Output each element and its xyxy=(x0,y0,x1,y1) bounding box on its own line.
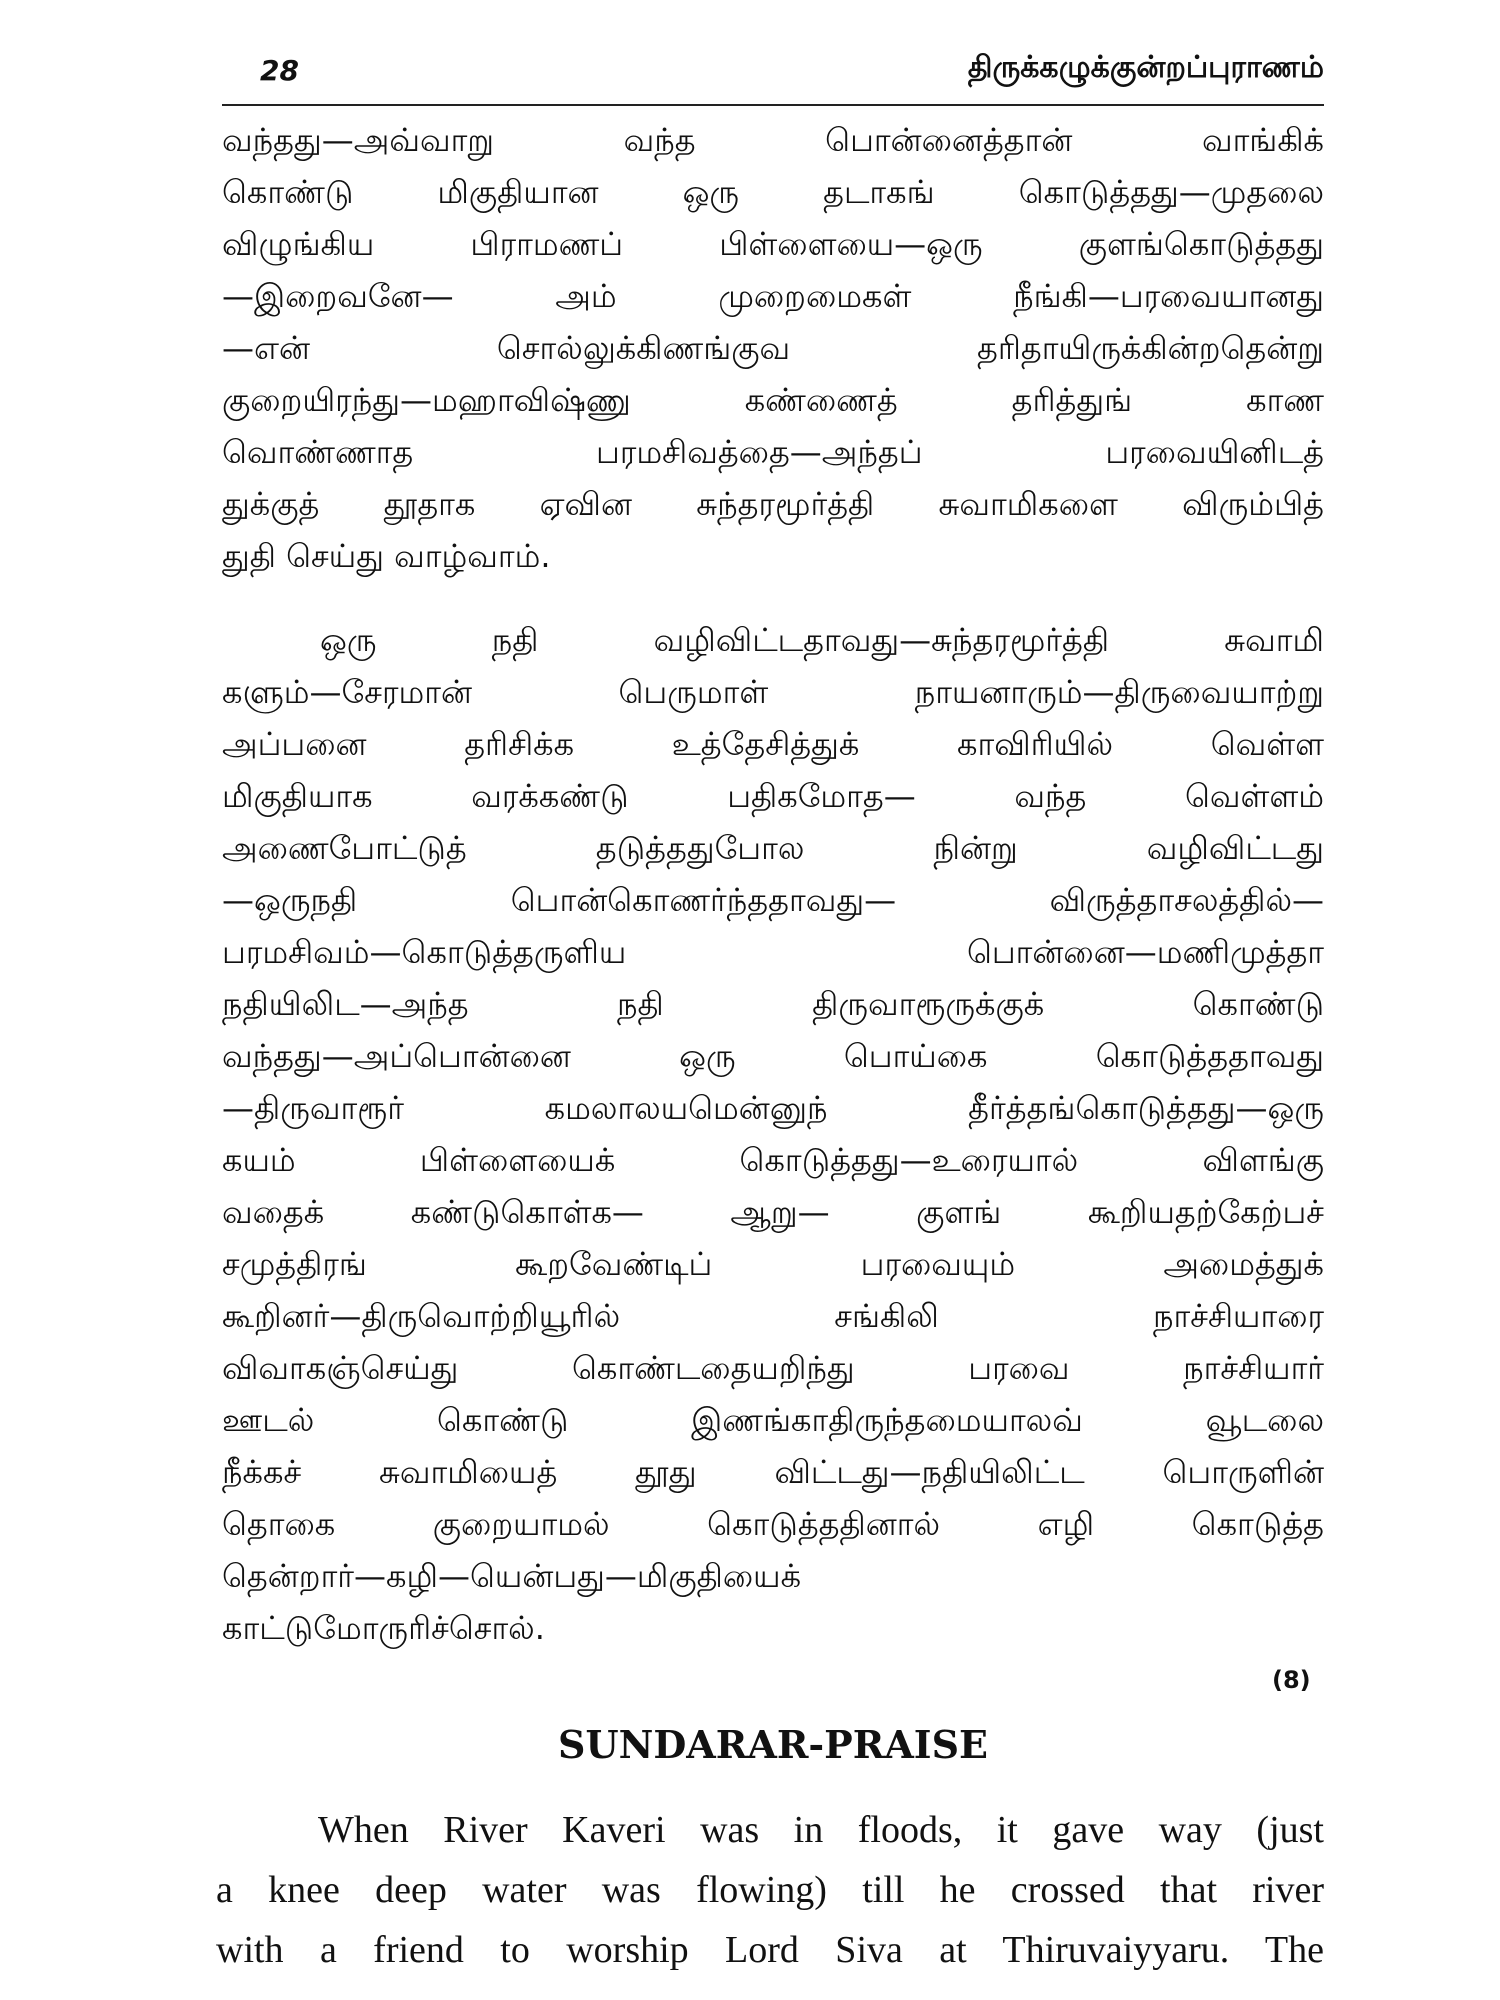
text-line: குறையிரந்து—மஹாவிஷ்ணு கண்ணைத் தரித்துங் காண xyxy=(222,381,1324,419)
text-line: துக்குத் தூதாக ஏவின சுந்தரமூர்த்தி சுவாமிகளை விரும்பித் xyxy=(222,485,1324,523)
page-number: 28 xyxy=(260,54,299,87)
text-line: வந்தது—அவ்வாறு வந்த பொன்னைத்தான் வாங்கிக் xyxy=(222,121,1324,159)
text-line: துதி செய்து வாழ்வாம். xyxy=(222,537,551,575)
text-line: மிகுதியாக வரக்கண்டு பதிகமோத— வந்த வெள்ளம் xyxy=(222,777,1324,815)
verse-number: (8) xyxy=(1272,1666,1311,1694)
text-line: நீக்கச் சுவாமியைத் தூது விட்டது—நதியிலிட்ட பொருளின் xyxy=(222,1453,1324,1491)
text-line: களும்—சேரமான் பெருமாள் நாயனாரும்—திருவையாற்று xyxy=(222,673,1324,711)
text-line: கொண்டு மிகுதியான ஒரு தடாகங் கொடுத்தது—முதலை xyxy=(222,173,1324,211)
text-line: When River Kaveri was in floods, it gave way (just xyxy=(318,1809,1324,1851)
text-line: விழுங்கிய பிராமணப் பிள்ளையை—ஒரு குளங்கொடுத்தது xyxy=(222,225,1324,263)
text-line: a knee deep water was flowing) till he crossed that river xyxy=(216,1869,1324,1911)
text-line: கூறினர்—திருவொற்றியூரில் சங்கிலி நாச்சியாரை xyxy=(222,1297,1324,1335)
text-line: ஒரு நதி வழிவிட்டதாவது—சுந்தரமூர்த்தி சுவாமி xyxy=(320,621,1324,659)
text-line: பரமசிவம்—கொடுத்தருளிய பொன்னை—மணிமுத்தா xyxy=(222,933,1324,971)
english-paragraph xyxy=(216,1800,1324,1980)
text-line: வொண்ணாத பரமசிவத்தை—அந்தப் பரவையினிடத் xyxy=(222,433,1324,471)
text-line: தென்றார்—கழி—யென்பது—மிகுதியைக் xyxy=(222,1557,802,1595)
tamil-paragraph-2 xyxy=(222,614,1324,1654)
text-line: ஊடல் கொண்டு இணங்காதிருந்தமையாலவ் வூடலை xyxy=(222,1401,1324,1439)
text-line: —ஒருநதி பொன்கொணர்ந்ததாவது— விருத்தாசலத்தில்— xyxy=(222,881,1324,919)
text-line: வதைக் கண்டுகொள்க— ஆறு— குளங் கூறியதற்கேற்பச் xyxy=(222,1193,1324,1231)
running-head xyxy=(222,40,1324,100)
tamil-paragraph-1 xyxy=(222,114,1324,582)
text-line: with a friend to worship Lord Siva at Thiruvaiyyaru. The xyxy=(216,1929,1324,1971)
text-line: சமுத்திரங் கூறவேண்டிப் பரவையும் அமைத்துக் xyxy=(222,1245,1324,1283)
section-heading: SUNDARAR-PRAISE xyxy=(558,1722,988,1767)
text-line: கயம் பிள்ளையைக் கொடுத்தது—உரையால் விளங்கு xyxy=(222,1141,1324,1179)
text-line: விவாகஞ்செய்து கொண்டதையறிந்து பரவை நாச்சியார் xyxy=(222,1349,1324,1387)
header-rule xyxy=(222,104,1324,106)
text-line: —என் சொல்லுக்கிணங்குவ தரிதாயிருக்கின்றதென்று xyxy=(222,329,1324,367)
text-line: அப்பனை தரிசிக்க உத்தேசித்துக் காவிரியில் வெள்ள xyxy=(222,725,1324,763)
text-line: அணைபோட்டுத் தடுத்ததுபோல நின்று வழிவிட்டது xyxy=(222,829,1324,867)
text-line: —இறைவனே— அம் முறைமைகள் நீங்கி—பரவையானது xyxy=(222,277,1324,315)
text-line: நதியிலிட—அந்த நதி திருவாரூருக்குக் கொண்டு xyxy=(222,985,1324,1023)
text-line: தொகை குறையாமல் கொடுத்ததினால் எழி கொடுத்த xyxy=(222,1505,1324,1543)
text-line: —திருவாரூர் கமலாலயமென்னுந் தீர்த்தங்கொடுத்தது—ஒரு xyxy=(222,1089,1324,1127)
book-title: திருக்கழுக்குன்றப்புராணம் xyxy=(967,50,1324,85)
text-line: வந்தது—அப்பொன்னை ஒரு பொய்கை கொடுத்ததாவது xyxy=(222,1037,1324,1075)
text-line: காட்டுமோருரிச்சொல். xyxy=(222,1609,545,1647)
